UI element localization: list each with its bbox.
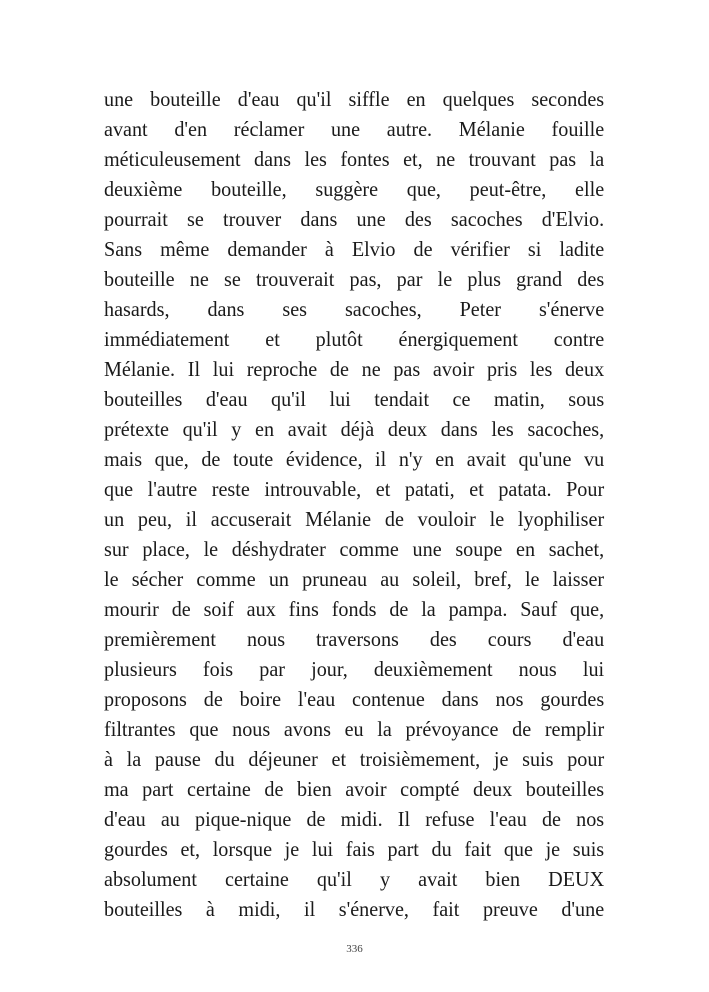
text-line: Mélanie. Il lui reproche de ne pas avoir pris les deux [104,357,605,381]
text-line: plusieurs fois par jour, deuxièmement nous lui [104,657,605,681]
body-text [104,84,604,924]
text-line: une bouteille d'eau qu'il siffle en quelques secondes [104,87,605,111]
text-line: prétexte qu'il y en avait déjà deux dans les sacoches, [104,417,605,441]
text-line: ma part certaine de bien avoir compté deux bouteilles [104,777,605,801]
text-line: gourdes et, lorsque je lui fais part du fait que je suis [104,837,605,861]
text-line: bouteille ne se trouverait pas, par le plus grand des [104,267,605,291]
text-line: absolument certaine qu'il y avait bien DEUX [104,867,605,891]
text-line: mourir de soif aux fins fonds de la pampa. Sauf que, [104,597,605,621]
text-line: mais que, de toute évidence, il n'y en avait qu'une vu [104,447,605,471]
text-line: le sécher comme un pruneau au soleil, bref, le laisser [104,567,605,591]
text-line: un peu, il accuserait Mélanie de vouloir le lyophiliser [104,507,605,531]
text-line: proposons de boire l'eau contenue dans nos gourdes [104,687,605,711]
text-line: bouteilles d'eau qu'il lui tendait ce matin, sous [104,387,605,411]
text-line: hasards, dans ses sacoches, Peter s'énerve [104,297,605,321]
text-line: avant d'en réclamer une autre. Mélanie fouille [104,117,605,141]
page-number: 336 [346,943,363,955]
text-line: à la pause du déjeuner et troisièmement, je suis pour [104,747,605,771]
text-line: que l'autre reste introuvable, et patati, et patata. Pour [104,477,605,501]
text-line: Sans même demander à Elvio de vérifier si ladite [104,237,605,261]
text-line: bouteilles à midi, il s'énerve, fait preuve d'une [104,897,605,921]
text-line: immédiatement et plutôt énergiquement contre [104,327,605,351]
text-line: premièrement nous traversons des cours d'eau [104,627,605,651]
text-line: d'eau au pique-nique de midi. Il refuse l'eau de nos [104,807,605,831]
text-line: pourrait se trouver dans une des sacoches d'Elvio. [104,207,605,231]
text-line: deuxième bouteille, suggère que, peut-être, elle [104,177,605,201]
text-line: sur place, le déshydrater comme une soupe en sachet, [104,537,605,561]
text-line: méticuleusement dans les fontes et, ne trouvant pas la [104,147,605,171]
text-line: filtrantes que nous avons eu la prévoyance de remplir [104,717,605,741]
